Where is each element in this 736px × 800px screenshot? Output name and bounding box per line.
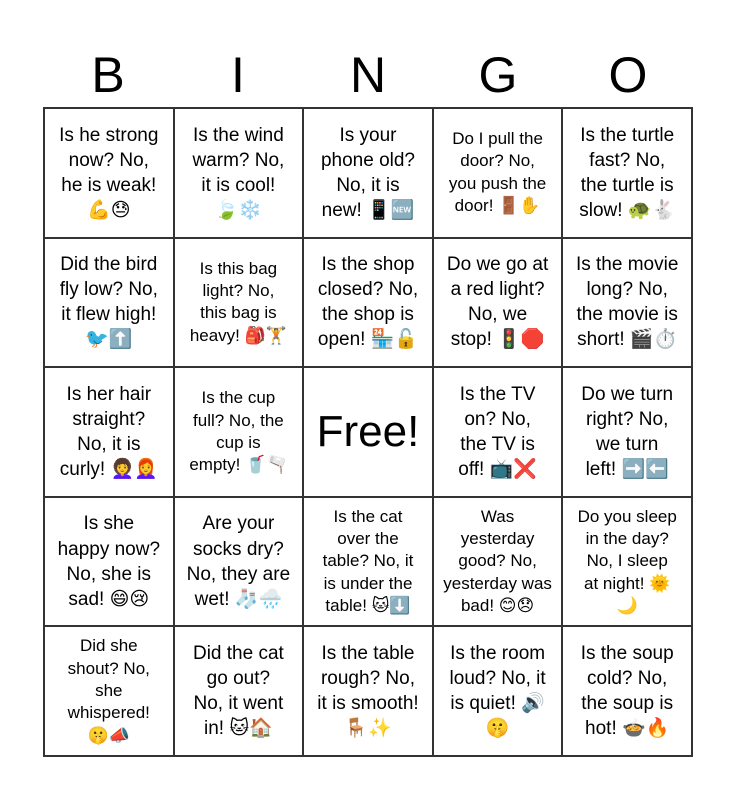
header-letter-o: O xyxy=(608,47,648,103)
bingo-board xyxy=(43,107,693,757)
bingo-cell[interactable] xyxy=(433,367,563,497)
bingo-cell[interactable] xyxy=(44,497,174,627)
free-space-cell[interactable] xyxy=(303,367,433,497)
cell-text: Is the movie long? No, the movie is short! 🎬⏱️ xyxy=(575,254,679,351)
bingo-cell[interactable] xyxy=(433,238,563,368)
bingo-cell[interactable] xyxy=(174,238,304,368)
bingo-cell[interactable] xyxy=(562,367,692,497)
bingo-cell[interactable] xyxy=(433,108,563,238)
bingo-cell[interactable] xyxy=(303,626,433,756)
header-letter-n: N xyxy=(349,47,387,103)
cell-text: Is the TV on? No, the TV is off! 📺❌ xyxy=(458,383,537,481)
header-letter-g: G xyxy=(478,47,518,103)
bingo-cell[interactable] xyxy=(174,108,304,238)
bingo-cell[interactable] xyxy=(174,367,304,497)
free-space-label: Free! xyxy=(316,406,420,456)
bingo-cell[interactable] xyxy=(303,238,433,368)
cell-text: Is the soup cold? No, the soup is hot! 🍲🔥 xyxy=(580,643,674,740)
bingo-cell[interactable] xyxy=(303,108,433,238)
cell-text: Is this bag light? No, this bag is heavy! 🎒🏋️ xyxy=(189,258,287,345)
cell-text: Is the table rough? No, it is smooth! 🪑✨ xyxy=(317,643,419,740)
bingo-cell[interactable] xyxy=(44,367,174,497)
header-letter-b: B xyxy=(91,47,125,103)
bingo-cell[interactable] xyxy=(433,626,563,756)
bingo-cell[interactable] xyxy=(562,497,692,627)
bingo-cell[interactable] xyxy=(562,626,692,756)
cell-text: Do I pull the door? No, you push the door! 🚪✋ xyxy=(448,128,547,216)
bingo-cell[interactable] xyxy=(433,497,563,627)
cell-text: Did the cat go out? No, it went in! 🐱🏠 xyxy=(192,643,284,740)
cell-text: Is her hair straight? No, it is curly! 👩‍🦱👩‍🦰 xyxy=(59,383,158,481)
cell-text: Was yesterday good? No, yesterday was bad! 😊😞 xyxy=(443,506,552,616)
cell-text: Do we go at a red light? No, we stop! 🚦🛑 xyxy=(446,254,549,351)
bingo-cell[interactable] xyxy=(44,626,174,756)
cell-text: Is he strong now? No, he is weak! 💪😓 xyxy=(59,124,159,221)
cell-text: Is the shop closed? No, the shop is open! 🏪🔓 xyxy=(317,254,419,351)
bingo-cell[interactable] xyxy=(44,238,174,368)
cell-text: Are your socks dry? No, they are wet! 🧦🌧️ xyxy=(186,513,291,610)
cell-text: Is the room loud? No, it is quiet! 🔊 🤫 xyxy=(449,643,546,740)
cell-text: Is the turtle fast? No, the turtle is slow! 🐢🐇 xyxy=(579,124,676,221)
cell-text: Do we turn right? No, we turn left! ➡️⬅️ xyxy=(581,383,674,481)
bingo-cell[interactable] xyxy=(303,497,433,627)
cell-text: Do you sleep in the day? No, I sleep at night! 🌞 🌙 xyxy=(577,506,677,616)
header-letter-i: I xyxy=(231,47,245,103)
cell-text: Is she happy now? No, she is sad! 😄😢 xyxy=(57,513,161,610)
cell-text: Is the cup full? No, the cup is empty! 🥤🫗 xyxy=(189,388,288,475)
bingo-cell[interactable] xyxy=(562,238,692,368)
cell-text: Is the cat over the table? No, it is under the table! 🐱⬇️ xyxy=(322,506,414,616)
cell-text: Did the bird fly low? No, it flew high! 🐦⬆️ xyxy=(59,254,158,351)
bingo-cell[interactable] xyxy=(174,497,304,627)
bingo-cell[interactable] xyxy=(562,108,692,238)
cell-text: Did she shout? No, she whispered! 🤫📣 xyxy=(67,636,150,745)
cell-text: Is your phone old? No, it is new! 📱🆕 xyxy=(320,124,416,221)
cell-text: Is the wind warm? No, it is cool! 🍃❄️ xyxy=(192,124,285,221)
bingo-cell[interactable] xyxy=(44,108,174,238)
bingo-cell[interactable] xyxy=(174,626,304,756)
bingo-header xyxy=(43,42,693,108)
